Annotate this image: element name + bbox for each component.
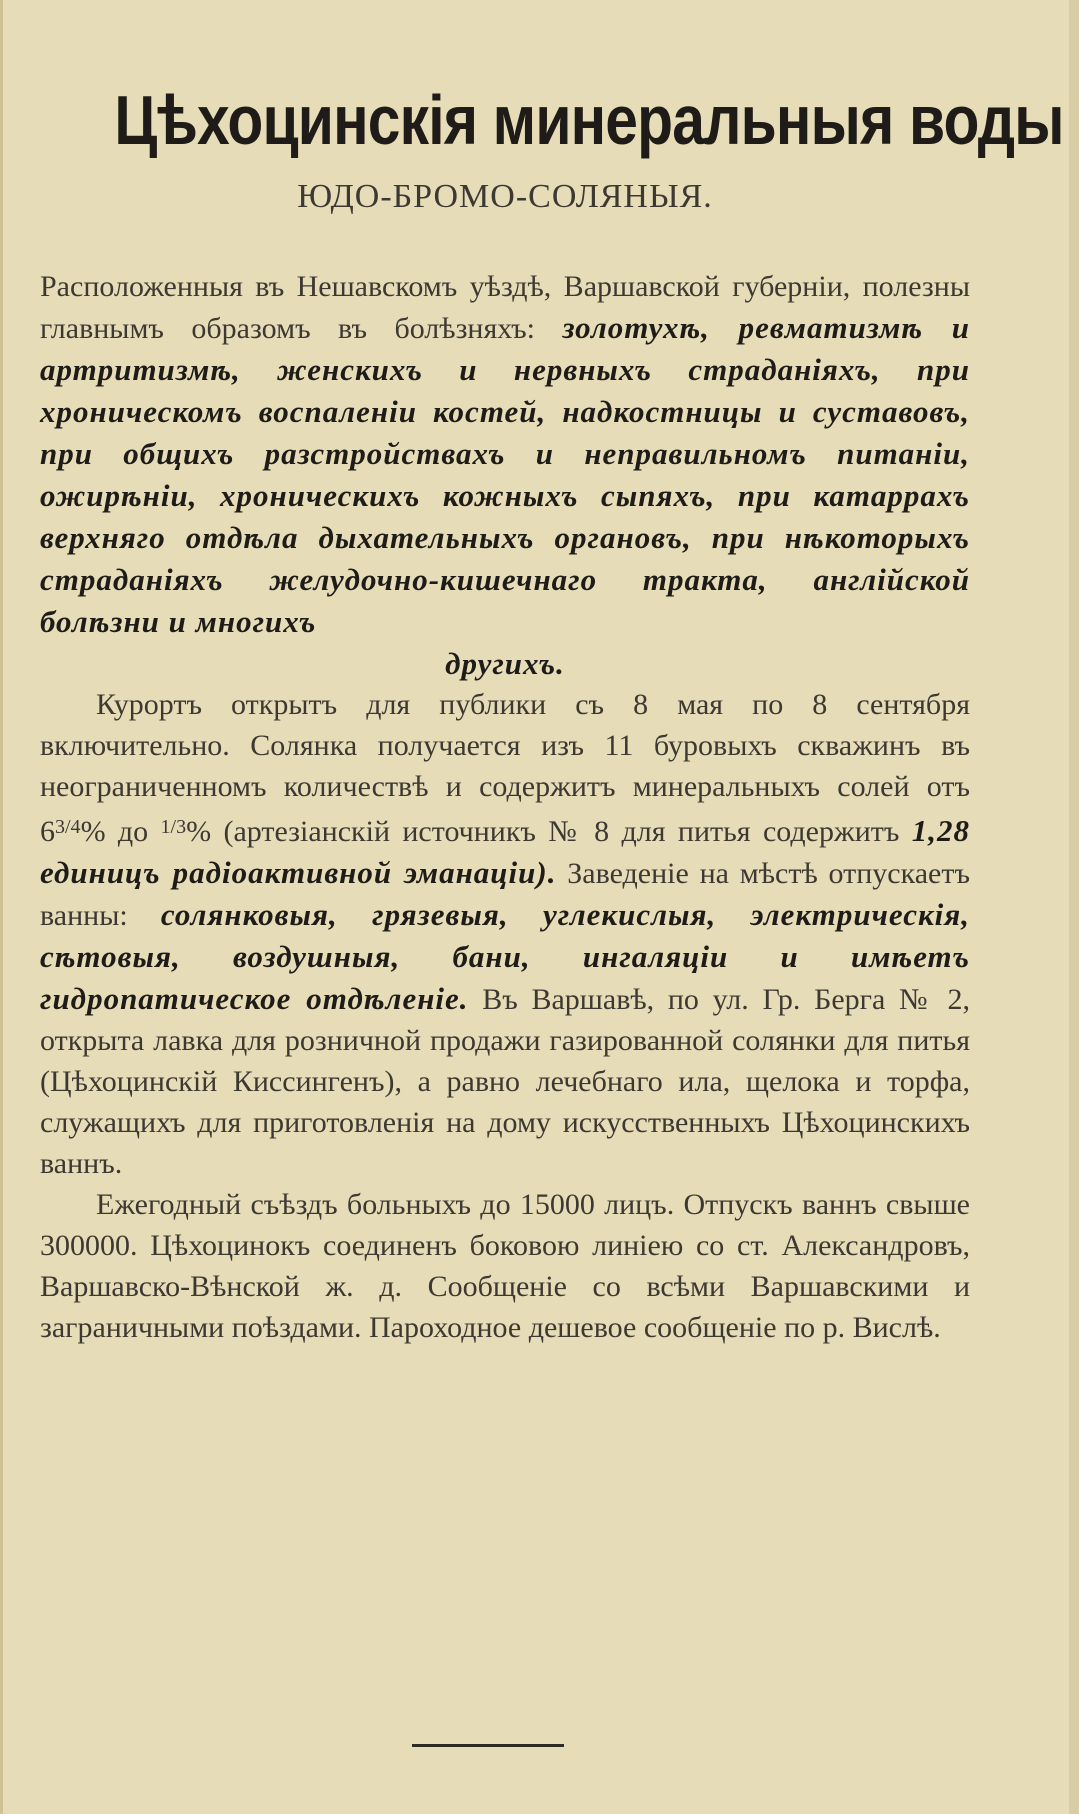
- statistics-paragraph: Ежегодный съѣздъ больныхъ до 15000 лицъ. Отпускъ ваннъ свыше 300000. Цѣхоцинокъ соединенъ боковою линіею со ст. Александровъ, Варшавско-Вѣнской ж. д. Сообщеніе со всѣми Варшавскими и заграничными поѣздами. Пароходное дешевое сообщеніе по р. Вислѣ.: [40, 1188, 970, 1344]
- percent-range-text: % до: [80, 815, 161, 848]
- artesian-text: % (артезіанскій источникъ № 8 для питья содержитъ: [186, 815, 912, 848]
- resort-info-paragraph: [40, 684, 970, 1184]
- subtitle: ЮДО-БРОМО-СОЛЯНЫЯ.: [297, 178, 713, 215]
- salt-fraction-max: 3/4: [55, 816, 81, 838]
- page-title: Цѣхоцинскія минеральныя воды: [114, 81, 1064, 159]
- salt-fraction-min: 1/3: [160, 816, 187, 838]
- indications-paragraph: [40, 266, 970, 684]
- indications-intro: Расположенныя въ Нешавскомъ уѣздѣ, Варшавской губерніи, полезны главнымъ образомъ въ болѣзняхъ:: [40, 270, 970, 345]
- advertisement-page: [40, 70, 1064, 1348]
- baths-intro: Заведеніе на мѣстѣ отпускаетъ ванны:: [40, 857, 970, 932]
- season-text: Курортъ открытъ для публики съ 8 мая по 8 сентября включительно. Солянка получается изъ 11 буровыхъ скважинъ въ неограниченномъ количествѣ и содержитъ минеральныхъ солей отъ 6: [40, 688, 970, 848]
- closing-rule: [412, 1744, 564, 1747]
- disease-list: золотухѣ, ревматизмѣ и артритизмѣ, женскихъ и нервныхъ страданіяхъ, при хроническомъ воспаленіи костей, надкостницы и суставовъ, при общихъ разстройствахъ и неправильномъ питаніи, ожирѣніи, хроническихъ кожныхъ сыпяхъ, при катаррахъ верхняго отдѣла дыхательныхъ органовъ, при нѣкоторыхъ страданіяхъ желудочно-кишечнаго тракта, англійской болѣзни и многихъ: [40, 310, 970, 639]
- baths-list: солянковыя, грязевыя, углекислыя, электрическія, сѣтовыя, воздушныя, бани, ингаляціи и имѣетъ гидропатическое отдѣленіе.: [40, 897, 970, 1016]
- warsaw-shop-text: Въ Варшавѣ, по ул. Гр. Берга № 2, открыта лавка для розничной продажи газированной солянки для питья (Цѣхоцинскій Киссингенъ), а равно лечебнаго ила, щелока и торфа, служащихъ для приготовленія на дому искусственныхъ Цѣхоцинскихъ ваннъ.: [40, 983, 970, 1180]
- radioactivity-emphasis: 1,28 единицъ радіоактивной эманаціи).: [40, 813, 970, 890]
- disease-list-end: другихъ.: [445, 646, 565, 681]
